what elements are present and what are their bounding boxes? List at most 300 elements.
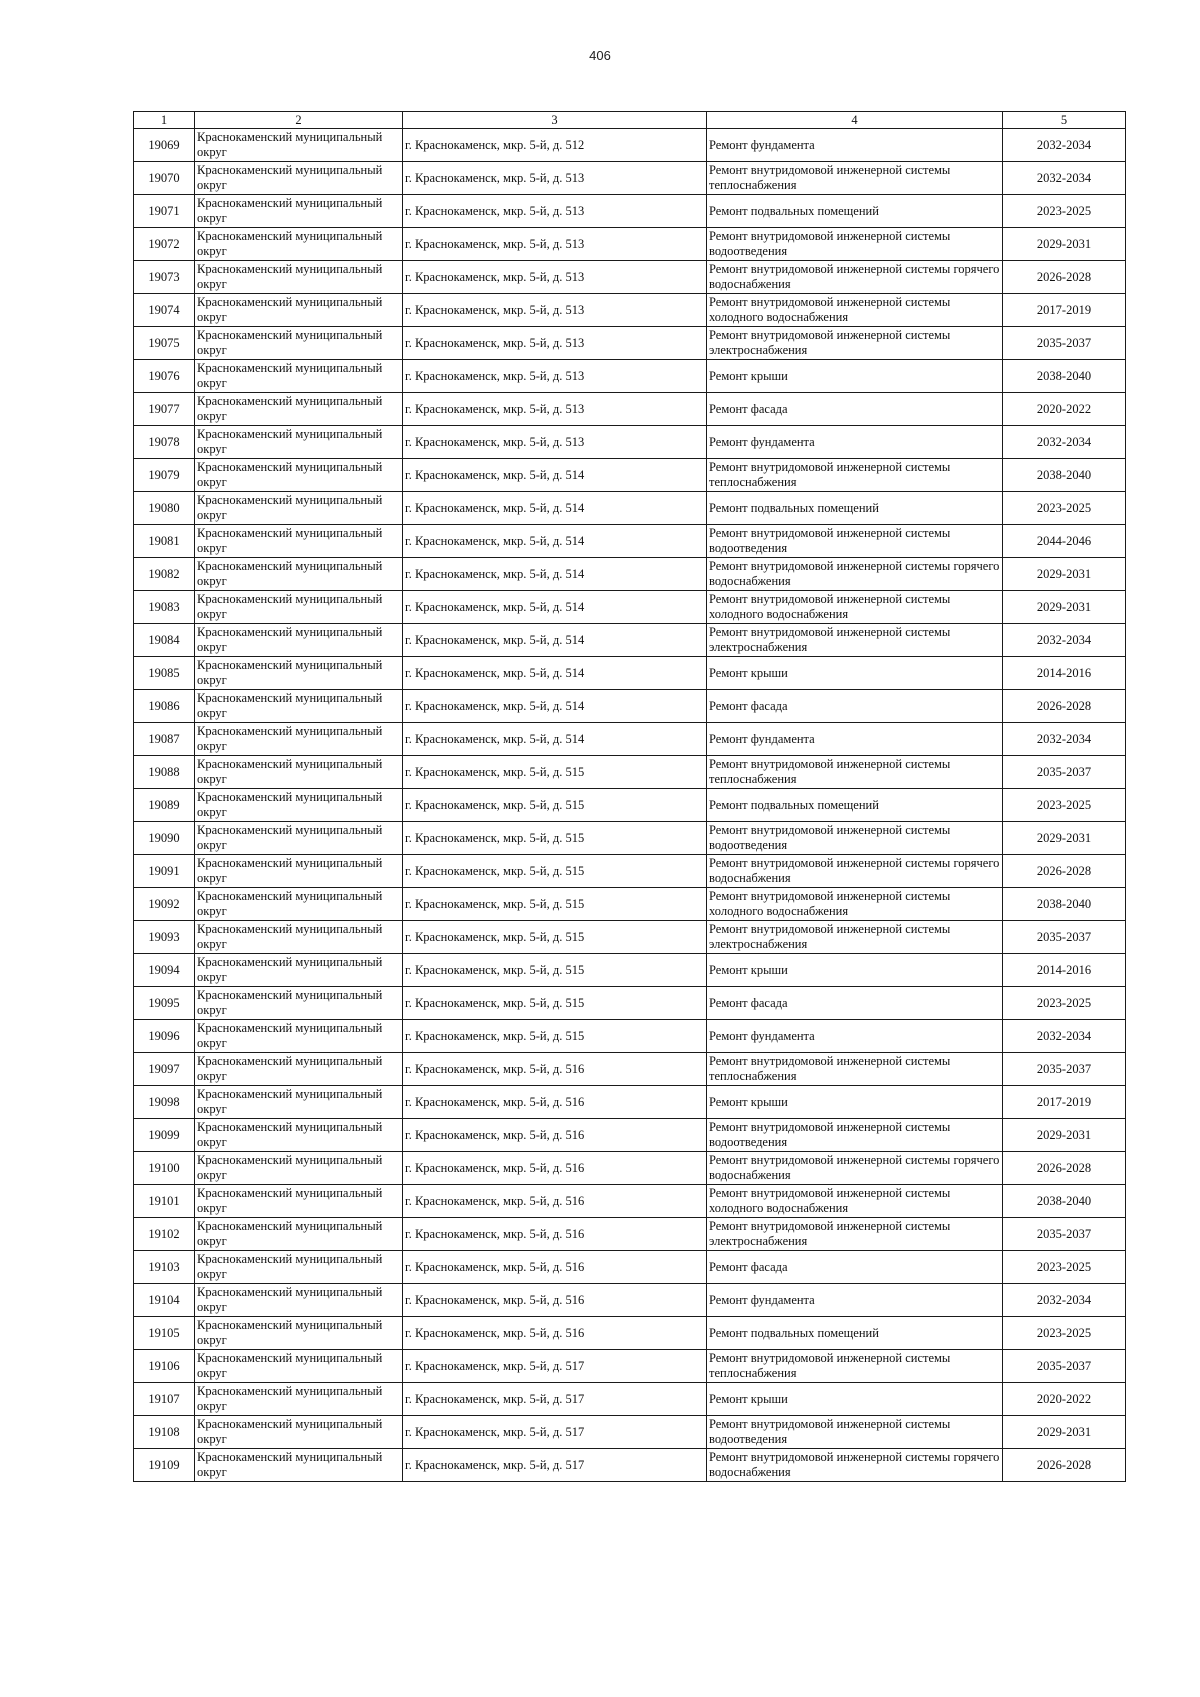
period-cell: 2035-2037 — [1003, 327, 1126, 360]
municipality-line-2: округ — [197, 442, 227, 456]
work-type-cell: Ремонт крыши — [707, 1086, 1003, 1119]
work-type-cell: Ремонт подвальных помещений — [707, 1317, 1003, 1350]
municipality-line-1: Краснокаменский муниципальный — [197, 625, 383, 639]
municipality-line-1: Краснокаменский муниципальный — [197, 361, 383, 375]
row-number-cell: 19085 — [134, 657, 195, 690]
table-row — [134, 459, 1126, 492]
address-cell: г. Краснокаменск, мкр. 5-й, д. 514 — [403, 723, 707, 756]
row-number-cell: 19095 — [134, 987, 195, 1020]
table-row — [134, 1383, 1126, 1416]
table-row — [134, 1152, 1126, 1185]
municipality-line-1: Краснокаменский муниципальный — [197, 229, 383, 243]
address-cell: г. Краснокаменск, мкр. 5-й, д. 515 — [403, 855, 707, 888]
table-row — [134, 294, 1126, 327]
period-cell: 2014-2016 — [1003, 657, 1126, 690]
municipality-cell — [195, 822, 403, 855]
municipality-line-2: округ — [197, 508, 227, 522]
period-cell: 2032-2034 — [1003, 1020, 1126, 1053]
work-type-cell: Ремонт внутридомовой инженерной системы холодного водоснабжения — [707, 591, 1003, 624]
municipality-line-1: Краснокаменский муниципальный — [197, 1120, 383, 1134]
address-cell: г. Краснокаменск, мкр. 5-й, д. 513 — [403, 294, 707, 327]
address-cell: г. Краснокаменск, мкр. 5-й, д. 517 — [403, 1449, 707, 1482]
municipality-cell — [195, 393, 403, 426]
table-row — [134, 921, 1126, 954]
table-row — [134, 195, 1126, 228]
municipality-line-1: Краснокаменский муниципальный — [197, 823, 383, 837]
row-number-cell: 19086 — [134, 690, 195, 723]
municipality-line-1: Краснокаменский муниципальный — [197, 196, 383, 210]
municipality-line-1: Краснокаменский муниципальный — [197, 1285, 383, 1299]
address-cell: г. Краснокаменск, мкр. 5-й, д. 513 — [403, 360, 707, 393]
row-number-cell: 19101 — [134, 1185, 195, 1218]
municipality-line-1: Краснокаменский муниципальный — [197, 757, 383, 771]
address-cell: г. Краснокаменск, мкр. 5-й, д. 515 — [403, 954, 707, 987]
municipality-cell — [195, 921, 403, 954]
row-number-cell: 19091 — [134, 855, 195, 888]
municipality-cell — [195, 294, 403, 327]
municipality-line-1: Краснокаменский муниципальный — [197, 889, 383, 903]
work-type-cell: Ремонт крыши — [707, 954, 1003, 987]
period-cell: 2035-2037 — [1003, 756, 1126, 789]
work-type-cell: Ремонт крыши — [707, 657, 1003, 690]
address-cell: г. Краснокаменск, мкр. 5-й, д. 516 — [403, 1251, 707, 1284]
row-number-cell: 19071 — [134, 195, 195, 228]
municipality-line-1: Краснокаменский муниципальный — [197, 592, 383, 606]
address-cell: г. Краснокаменск, мкр. 5-й, д. 516 — [403, 1152, 707, 1185]
municipality-line-1: Краснокаменский муниципальный — [197, 1384, 383, 1398]
work-type-cell: Ремонт крыши — [707, 1383, 1003, 1416]
table-row — [134, 327, 1126, 360]
municipality-cell — [195, 1185, 403, 1218]
work-type-cell: Ремонт внутридомовой инженерной системы водоотведения — [707, 1416, 1003, 1449]
municipality-line-2: округ — [197, 607, 227, 621]
municipality-cell — [195, 492, 403, 525]
municipality-line-1: Краснокаменский муниципальный — [197, 394, 383, 408]
work-type-cell: Ремонт внутридомовой инженерной системы горячего водоснабжения — [707, 261, 1003, 294]
municipality-line-2: округ — [197, 145, 227, 159]
period-cell: 2020-2022 — [1003, 393, 1126, 426]
row-number-cell: 19108 — [134, 1416, 195, 1449]
work-type-cell: Ремонт внутридомовой инженерной системы электроснабжения — [707, 921, 1003, 954]
address-cell: г. Краснокаменск, мкр. 5-й, д. 516 — [403, 1053, 707, 1086]
period-cell: 2038-2040 — [1003, 360, 1126, 393]
municipality-line-2: округ — [197, 1333, 227, 1347]
work-type-cell: Ремонт фасада — [707, 987, 1003, 1020]
period-cell: 2017-2019 — [1003, 1086, 1126, 1119]
municipality-line-1: Краснокаменский муниципальный — [197, 163, 383, 177]
row-number-cell: 19100 — [134, 1152, 195, 1185]
address-cell: г. Краснокаменск, мкр. 5-й, д. 514 — [403, 690, 707, 723]
work-type-cell: Ремонт подвальных помещений — [707, 492, 1003, 525]
municipality-line-2: округ — [197, 937, 227, 951]
address-cell: г. Краснокаменск, мкр. 5-й, д. 515 — [403, 822, 707, 855]
table-row — [134, 624, 1126, 657]
address-cell: г. Краснокаменск, мкр. 5-й, д. 513 — [403, 393, 707, 426]
municipality-cell — [195, 1218, 403, 1251]
municipality-line-2: округ — [197, 1102, 227, 1116]
work-type-cell: Ремонт внутридомовой инженерной системы теплоснабжения — [707, 756, 1003, 789]
table-row — [134, 558, 1126, 591]
table-row — [134, 1416, 1126, 1449]
table-row — [134, 855, 1126, 888]
work-type-cell: Ремонт внутридомовой инженерной системы горячего водоснабжения — [707, 1152, 1003, 1185]
table-row — [134, 1086, 1126, 1119]
municipality-line-1: Краснокаменский муниципальный — [197, 1186, 383, 1200]
period-cell: 2023-2025 — [1003, 987, 1126, 1020]
period-cell: 2032-2034 — [1003, 426, 1126, 459]
municipality-cell — [195, 789, 403, 822]
work-type-cell: Ремонт фундамента — [707, 129, 1003, 162]
row-number-cell: 19103 — [134, 1251, 195, 1284]
address-cell: г. Краснокаменск, мкр. 5-й, д. 517 — [403, 1350, 707, 1383]
municipality-line-2: округ — [197, 772, 227, 786]
address-cell: г. Краснокаменск, мкр. 5-й, д. 516 — [403, 1185, 707, 1218]
municipality-line-2: округ — [197, 244, 227, 258]
address-cell: г. Краснокаменск, мкр. 5-й, д. 514 — [403, 525, 707, 558]
row-number-cell: 19078 — [134, 426, 195, 459]
municipality-cell — [195, 162, 403, 195]
table-row — [134, 690, 1126, 723]
header-col-5: 5 — [1003, 112, 1126, 129]
address-cell: г. Краснокаменск, мкр. 5-й, д. 514 — [403, 492, 707, 525]
table-row — [134, 789, 1126, 822]
work-type-cell: Ремонт фасада — [707, 393, 1003, 426]
municipality-line-1: Краснокаменский муниципальный — [197, 1021, 383, 1035]
municipality-line-2: округ — [197, 904, 227, 918]
period-cell: 2026-2028 — [1003, 1449, 1126, 1482]
address-cell: г. Краснокаменск, мкр. 5-й, д. 516 — [403, 1317, 707, 1350]
municipality-cell — [195, 723, 403, 756]
period-cell: 2023-2025 — [1003, 195, 1126, 228]
period-cell: 2023-2025 — [1003, 1251, 1126, 1284]
work-type-cell: Ремонт внутридомовой инженерной системы электроснабжения — [707, 327, 1003, 360]
address-cell: г. Краснокаменск, мкр. 5-й, д. 517 — [403, 1383, 707, 1416]
table-row — [134, 261, 1126, 294]
municipality-line-2: округ — [197, 970, 227, 984]
row-number-cell: 19096 — [134, 1020, 195, 1053]
work-type-cell: Ремонт фасада — [707, 690, 1003, 723]
header-col-3: 3 — [403, 112, 707, 129]
period-cell: 2032-2034 — [1003, 129, 1126, 162]
row-number-cell: 19102 — [134, 1218, 195, 1251]
municipality-line-2: округ — [197, 706, 227, 720]
municipality-line-2: округ — [197, 277, 227, 291]
row-number-cell: 19079 — [134, 459, 195, 492]
period-cell: 2020-2022 — [1003, 1383, 1126, 1416]
municipality-line-2: округ — [197, 574, 227, 588]
work-type-cell: Ремонт крыши — [707, 360, 1003, 393]
period-cell: 2035-2037 — [1003, 921, 1126, 954]
municipality-cell — [195, 228, 403, 261]
municipality-line-1: Краснокаменский муниципальный — [197, 1351, 383, 1365]
table-row — [134, 987, 1126, 1020]
period-cell: 2044-2046 — [1003, 525, 1126, 558]
municipality-line-1: Краснокаменский муниципальный — [197, 328, 383, 342]
municipality-line-2: округ — [197, 838, 227, 852]
address-cell: г. Краснокаменск, мкр. 5-й, д. 516 — [403, 1119, 707, 1152]
period-cell: 2026-2028 — [1003, 690, 1126, 723]
municipality-cell — [195, 360, 403, 393]
address-cell: г. Краснокаменск, мкр. 5-й, д. 514 — [403, 657, 707, 690]
municipality-cell — [195, 558, 403, 591]
row-number-cell: 19090 — [134, 822, 195, 855]
header-col-1: 1 — [134, 112, 195, 129]
municipality-line-1: Краснокаменский муниципальный — [197, 1450, 383, 1464]
table-row — [134, 525, 1126, 558]
address-cell: г. Краснокаменск, мкр. 5-й, д. 515 — [403, 756, 707, 789]
municipality-cell — [195, 888, 403, 921]
municipality-cell — [195, 261, 403, 294]
municipality-line-1: Краснокаменский муниципальный — [197, 1153, 383, 1167]
municipality-cell — [195, 1350, 403, 1383]
municipality-line-1: Краснокаменский муниципальный — [197, 130, 383, 144]
address-cell: г. Краснокаменск, мкр. 5-й, д. 513 — [403, 261, 707, 294]
row-number-cell: 19106 — [134, 1350, 195, 1383]
municipality-cell — [195, 1119, 403, 1152]
municipality-line-1: Краснокаменский муниципальный — [197, 1219, 383, 1233]
address-cell: г. Краснокаменск, мкр. 5-й, д. 515 — [403, 921, 707, 954]
row-number-cell: 19109 — [134, 1449, 195, 1482]
municipality-line-2: округ — [197, 673, 227, 687]
work-type-cell: Ремонт фундамента — [707, 1284, 1003, 1317]
table-row — [134, 360, 1126, 393]
municipality-line-1: Краснокаменский муниципальный — [197, 1417, 383, 1431]
municipality-line-2: округ — [197, 1300, 227, 1314]
row-number-cell: 19094 — [134, 954, 195, 987]
row-number-cell: 19083 — [134, 591, 195, 624]
municipality-line-1: Краснокаменский муниципальный — [197, 1087, 383, 1101]
municipality-line-1: Краснокаменский муниципальный — [197, 1318, 383, 1332]
municipality-line-2: округ — [197, 409, 227, 423]
work-type-cell: Ремонт внутридомовой инженерной системы теплоснабжения — [707, 459, 1003, 492]
municipality-line-2: округ — [197, 805, 227, 819]
work-type-cell: Ремонт фундамента — [707, 426, 1003, 459]
work-type-cell: Ремонт фундамента — [707, 1020, 1003, 1053]
municipality-line-2: округ — [197, 871, 227, 885]
table-row — [134, 657, 1126, 690]
work-type-cell: Ремонт подвальных помещений — [707, 195, 1003, 228]
period-cell: 2029-2031 — [1003, 228, 1126, 261]
table-row — [134, 1317, 1126, 1350]
work-type-cell: Ремонт внутридомовой инженерной системы холодного водоснабжения — [707, 1185, 1003, 1218]
municipality-line-2: округ — [197, 541, 227, 555]
work-type-cell: Ремонт фасада — [707, 1251, 1003, 1284]
municipality-line-2: округ — [197, 1267, 227, 1281]
row-number-cell: 19093 — [134, 921, 195, 954]
period-cell: 2035-2037 — [1003, 1218, 1126, 1251]
table-row — [134, 162, 1126, 195]
period-cell: 2026-2028 — [1003, 1152, 1126, 1185]
municipality-line-1: Краснокаменский муниципальный — [197, 955, 383, 969]
period-cell: 2014-2016 — [1003, 954, 1126, 987]
row-number-cell: 19097 — [134, 1053, 195, 1086]
work-type-cell: Ремонт внутридомовой инженерной системы водоотведения — [707, 228, 1003, 261]
table-row — [134, 1350, 1126, 1383]
table-row — [134, 1020, 1126, 1053]
municipality-cell — [195, 459, 403, 492]
table-header — [134, 112, 1126, 129]
table-row — [134, 723, 1126, 756]
municipality-cell — [195, 1284, 403, 1317]
municipality-line-2: округ — [197, 1399, 227, 1413]
municipality-line-1: Краснокаменский муниципальный — [197, 262, 383, 276]
municipality-cell — [195, 129, 403, 162]
municipality-cell — [195, 426, 403, 459]
table-row — [134, 1218, 1126, 1251]
municipality-line-2: округ — [197, 1432, 227, 1446]
municipality-line-2: округ — [197, 739, 227, 753]
table-row — [134, 129, 1126, 162]
table-row — [134, 954, 1126, 987]
municipality-cell — [195, 525, 403, 558]
work-type-cell: Ремонт внутридомовой инженерной системы горячего водоснабжения — [707, 558, 1003, 591]
table-row — [134, 591, 1126, 624]
row-number-cell: 19098 — [134, 1086, 195, 1119]
period-cell: 2032-2034 — [1003, 162, 1126, 195]
row-number-cell: 19077 — [134, 393, 195, 426]
municipality-cell — [195, 1251, 403, 1284]
period-cell: 2023-2025 — [1003, 492, 1126, 525]
municipality-line-2: округ — [197, 211, 227, 225]
period-cell: 2023-2025 — [1003, 1317, 1126, 1350]
period-cell: 2029-2031 — [1003, 558, 1126, 591]
municipality-line-1: Краснокаменский муниципальный — [197, 658, 383, 672]
work-type-cell: Ремонт внутридомовой инженерной системы водоотведения — [707, 1119, 1003, 1152]
municipality-line-2: округ — [197, 1201, 227, 1215]
municipality-line-2: округ — [197, 1366, 227, 1380]
municipality-line-2: округ — [197, 640, 227, 654]
municipality-line-1: Краснокаменский муниципальный — [197, 922, 383, 936]
row-number-cell: 19072 — [134, 228, 195, 261]
municipality-cell — [195, 1152, 403, 1185]
period-cell: 2029-2031 — [1003, 822, 1126, 855]
municipality-line-2: округ — [197, 178, 227, 192]
row-number-cell: 19082 — [134, 558, 195, 591]
address-cell: г. Краснокаменск, мкр. 5-й, д. 513 — [403, 426, 707, 459]
table-row — [134, 228, 1126, 261]
address-cell: г. Краснокаменск, мкр. 5-й, д. 512 — [403, 129, 707, 162]
municipality-line-1: Краснокаменский муниципальный — [197, 1252, 383, 1266]
period-cell: 2029-2031 — [1003, 1119, 1126, 1152]
municipality-cell — [195, 1053, 403, 1086]
municipality-cell — [195, 195, 403, 228]
municipality-line-1: Краснокаменский муниципальный — [197, 295, 383, 309]
municipality-line-1: Краснокаменский муниципальный — [197, 493, 383, 507]
row-number-cell: 19069 — [134, 129, 195, 162]
municipality-cell — [195, 1086, 403, 1119]
work-type-cell: Ремонт подвальных помещений — [707, 789, 1003, 822]
work-type-cell: Ремонт внутридомовой инженерной системы водоотведения — [707, 822, 1003, 855]
row-number-cell: 19070 — [134, 162, 195, 195]
row-number-cell: 19084 — [134, 624, 195, 657]
municipality-cell — [195, 1416, 403, 1449]
row-number-cell: 19099 — [134, 1119, 195, 1152]
municipality-cell — [195, 1383, 403, 1416]
municipality-line-1: Краснокаменский муниципальный — [197, 526, 383, 540]
period-cell: 2038-2040 — [1003, 888, 1126, 921]
table-row — [134, 393, 1126, 426]
municipality-line-1: Краснокаменский муниципальный — [197, 790, 383, 804]
address-cell: г. Краснокаменск, мкр. 5-й, д. 513 — [403, 228, 707, 261]
municipality-cell — [195, 855, 403, 888]
address-cell: г. Краснокаменск, мкр. 5-й, д. 516 — [403, 1218, 707, 1251]
municipality-line-2: округ — [197, 1003, 227, 1017]
municipality-cell — [195, 954, 403, 987]
period-cell: 2017-2019 — [1003, 294, 1126, 327]
work-type-cell: Ремонт внутридомовой инженерной системы холодного водоснабжения — [707, 294, 1003, 327]
row-number-cell: 19074 — [134, 294, 195, 327]
period-cell: 2038-2040 — [1003, 1185, 1126, 1218]
work-type-cell: Ремонт внутридомовой инженерной системы теплоснабжения — [707, 162, 1003, 195]
work-type-cell: Ремонт фундамента — [707, 723, 1003, 756]
table-row — [134, 492, 1126, 525]
work-type-cell: Ремонт внутридомовой инженерной системы горячего водоснабжения — [707, 1449, 1003, 1482]
work-type-cell: Ремонт внутридомовой инженерной системы теплоснабжения — [707, 1053, 1003, 1086]
municipality-line-1: Краснокаменский муниципальный — [197, 460, 383, 474]
address-cell: г. Краснокаменск, мкр. 5-й, д. 513 — [403, 327, 707, 360]
table-row — [134, 1119, 1126, 1152]
capital-repair-table — [133, 111, 1126, 1482]
period-cell: 2026-2028 — [1003, 855, 1126, 888]
municipality-cell — [195, 987, 403, 1020]
address-cell: г. Краснокаменск, мкр. 5-й, д. 514 — [403, 591, 707, 624]
row-number-cell: 19092 — [134, 888, 195, 921]
municipality-line-2: округ — [197, 1069, 227, 1083]
header-col-2: 2 — [195, 112, 403, 129]
address-cell: г. Краснокаменск, мкр. 5-й, д. 516 — [403, 1284, 707, 1317]
period-cell: 2038-2040 — [1003, 459, 1126, 492]
table-row — [134, 822, 1126, 855]
municipality-line-2: округ — [197, 343, 227, 357]
table-row — [134, 756, 1126, 789]
row-number-cell: 19105 — [134, 1317, 195, 1350]
row-number-cell: 19073 — [134, 261, 195, 294]
address-cell: г. Краснокаменск, мкр. 5-й, д. 514 — [403, 558, 707, 591]
municipality-line-2: округ — [197, 1465, 227, 1479]
period-cell: 2035-2037 — [1003, 1350, 1126, 1383]
table-row — [134, 1053, 1126, 1086]
row-number-cell: 19088 — [134, 756, 195, 789]
municipality-cell — [195, 327, 403, 360]
municipality-cell — [195, 690, 403, 723]
work-type-cell: Ремонт внутридомовой инженерной системы теплоснабжения — [707, 1350, 1003, 1383]
municipality-line-1: Краснокаменский муниципальный — [197, 427, 383, 441]
municipality-cell — [195, 591, 403, 624]
address-cell: г. Краснокаменск, мкр. 5-й, д. 515 — [403, 888, 707, 921]
header-col-4: 4 — [707, 112, 1003, 129]
municipality-line-2: округ — [197, 376, 227, 390]
address-cell: г. Краснокаменск, мкр. 5-й, д. 515 — [403, 987, 707, 1020]
municipality-line-1: Краснокаменский муниципальный — [197, 559, 383, 573]
address-cell: г. Краснокаменск, мкр. 5-й, д. 513 — [403, 162, 707, 195]
period-cell: 2035-2037 — [1003, 1053, 1126, 1086]
municipality-cell — [195, 657, 403, 690]
address-cell: г. Краснокаменск, мкр. 5-й, д. 513 — [403, 195, 707, 228]
period-cell: 2032-2034 — [1003, 723, 1126, 756]
row-number-cell: 19081 — [134, 525, 195, 558]
table-row — [134, 426, 1126, 459]
table-row — [134, 888, 1126, 921]
address-cell: г. Краснокаменск, мкр. 5-й, д. 517 — [403, 1416, 707, 1449]
municipality-line-1: Краснокаменский муниципальный — [197, 691, 383, 705]
row-number-cell: 19107 — [134, 1383, 195, 1416]
period-cell: 2023-2025 — [1003, 789, 1126, 822]
period-cell: 2032-2034 — [1003, 624, 1126, 657]
work-type-cell: Ремонт внутридомовой инженерной системы электроснабжения — [707, 624, 1003, 657]
work-type-cell: Ремонт внутридомовой инженерной системы холодного водоснабжения — [707, 888, 1003, 921]
address-cell: г. Краснокаменск, мкр. 5-й, д. 515 — [403, 1020, 707, 1053]
address-cell: г. Краснокаменск, мкр. 5-й, д. 515 — [403, 789, 707, 822]
